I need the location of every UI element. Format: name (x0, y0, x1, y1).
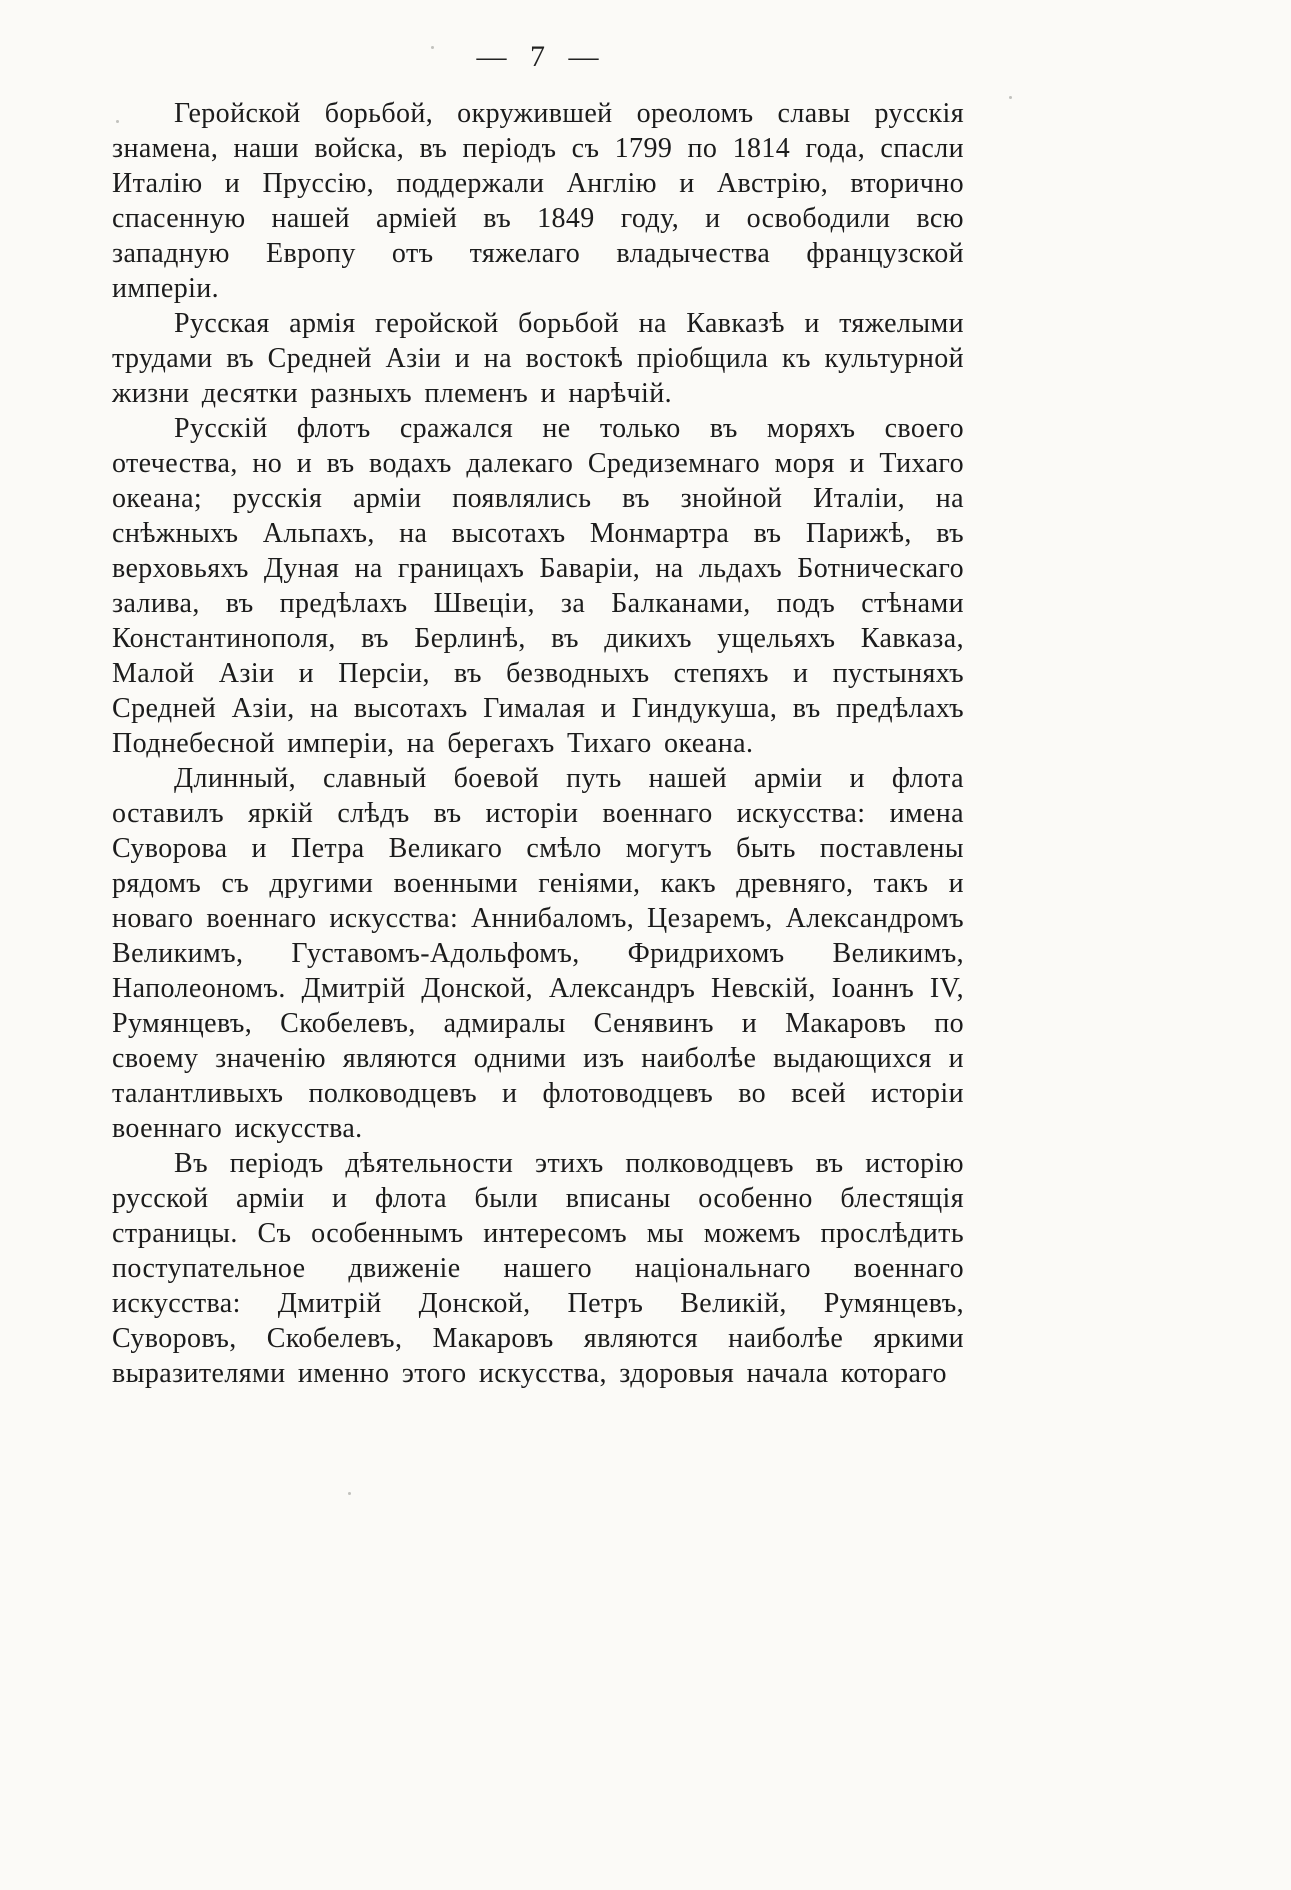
text-block (112, 96, 964, 1391)
scan-speck (431, 46, 434, 49)
paragraph: Въ періодъ дѣятельности этихъ полководцевъ въ исторію русской арміи и флота были вписаны особенно блестящія страницы. Съ особеннымъ интересомъ мы можемъ прослѣдить поступательное движеніе нашего національнаго военнаго искусства: Дмитрій Донской, Петръ Великій, Румянцевъ, Суворовъ, Скобелевъ, Макаровъ являются наиболѣе яркими выразителями именно этого искусства, здоровыя начала котораго (112, 1148, 964, 1389)
page-number: — 7 — (476, 40, 600, 73)
scan-speck (348, 1492, 351, 1495)
scan-speck (1009, 96, 1012, 99)
scan-speck (116, 120, 119, 123)
paragraph: Длинный, славный боевой путь нашей арміи и флота оставилъ яркій слѣдъ въ исторіи военнаго искусства: имена Суворова и Петра Великаго смѣло могутъ быть поставлены рядомъ съ другими военными геніями, какъ древняго, такъ и новаго военнаго искусства: Аннибаломъ, Цезаремъ, Александромъ Великимъ, Густавомъ-Адольфомъ, Фридрихомъ Великимъ, Наполеономъ. Дмитрій Донской, Александръ Невскій, Іоаннъ IV, Румянцевъ, Скобелевъ, адмиралы Сенявинъ и Макаровъ по своему значенію являются одними изъ наиболѣе выдающихся и талантливыхъ полководцевъ и флотоводцевъ во всей исторіи военнаго искусства. (112, 763, 964, 1144)
paragraph: Русская армія геройской борьбой на Кавказѣ и тяжелыми трудами въ Средней Азіи и на востокѣ пріобщила къ культурной жизни десятки разныхъ племенъ и нарѣчій. (112, 308, 964, 409)
paragraph: Геройской борьбой, окружившей ореоломъ славы русскія знамена, наши войска, въ періодъ съ 1799 по 1814 года, спасли Италію и Пруссію, поддержали Англію и Австрію, вторично спасенную нашей арміей въ 1849 году, и освободили всю западную Европу отъ тяжелаго владычества французской имперіи. (112, 98, 964, 304)
paragraph: Русскій флотъ сражался не только въ моряхъ своего отечества, но и въ водахъ далекаго Средиземнаго моря и Тихаго океана; русскія арміи появлялись въ знойной Италіи, на снѣжныхъ Альпахъ, на высотахъ Монмартра въ Парижѣ, въ верховьяхъ Дуная на границахъ Баваріи, на льдахъ Ботническаго залива, въ предѣлахъ Швеціи, за Балканами, подъ стѣнами Константинополя, въ Берлинѣ, въ дикихъ ущельяхъ Кавказа, Малой Азіи и Персіи, въ безводныхъ степяхъ и пустыняхъ Средней Азіи, на высотахъ Гималая и Гиндукуша, въ предѣлахъ Поднебесной имперіи, на берегахъ Тихаго океана. (112, 413, 964, 759)
